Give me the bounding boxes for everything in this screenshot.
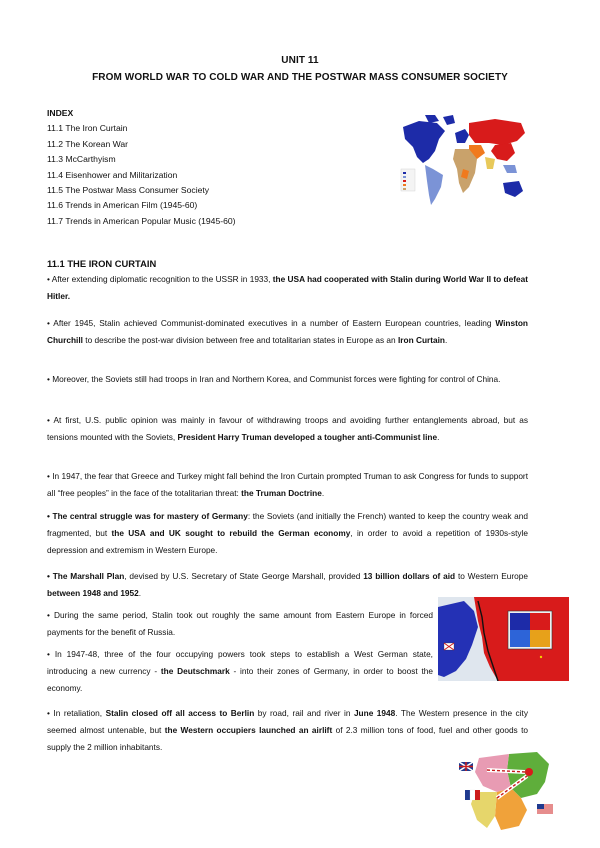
index-item: 11.6 Trends in American Film (1945-60) bbox=[47, 200, 198, 211]
paragraph: • After extending diplomatic recognition to the USSR in 1933, the USA had cooperated with Stalin during World War II to defeat Hitler. bbox=[47, 274, 528, 301]
index-item: 11.3 McCarthyism bbox=[47, 154, 116, 165]
paragraph: • After 1945, Stalin achieved Communist-dominated executives in a number of Eastern European countries, leading Winston Churchill to describe the post-war division between free and totalitarian states in Europe as an Iron Curtain. bbox=[47, 318, 528, 345]
france-flag bbox=[465, 790, 470, 800]
index-item: 11.1 The Iron Curtain bbox=[47, 123, 128, 134]
paragraph: • During the same period, Stalin took out roughly the same amount from Eastern Europe in forced payments for the benefit of Russia. bbox=[47, 610, 433, 637]
index-list bbox=[47, 106, 236, 229]
berlin-marker bbox=[525, 768, 533, 776]
paragraph: • The Marshall Plan, devised by U.S. Secretary of State George Marshall, provided 13 billion dollars of aid to Western Europe between 1948 and 1952. bbox=[47, 571, 528, 598]
index-heading: INDEX bbox=[47, 108, 74, 118]
berlin-airlift-map bbox=[457, 748, 565, 832]
index-item: 11.2 The Korean War bbox=[47, 138, 129, 149]
paragraph: • In 1947, the fear that Greece and Turkey might fall behind the Iron Curtain prompted Truman to ask Congress for funds to support all “free peoples” in the face of the totalitarian threat: the Truman Doctrine. bbox=[47, 471, 528, 498]
paragraph: • At first, U.S. public opinion was mainly in favour of withdrawing troops and avoiding further entanglements abroad, but as tensions mounted with the Soviets, President Harry Truman developed a tougher anti-Communist line. bbox=[47, 415, 528, 442]
unit-number: UNIT 11 bbox=[281, 55, 319, 66]
index-item: 11.7 Trends in American Popular Music (1945-60) bbox=[47, 215, 236, 226]
paragraph: • Moreover, the Soviets still had troops in Iran and Northern Korea, and Communist forces were fighting for control of China. bbox=[47, 374, 501, 384]
cold-war-world-map bbox=[399, 113, 528, 217]
iron-curtain-europe-map bbox=[438, 597, 569, 681]
ussr-region bbox=[469, 119, 525, 145]
paragraph: • In 1947-48, three of the four occupying powers took steps to establish a West German state, introducing a new currency - the Deutschmark - into their zones of Germany, in order to boost the economy. bbox=[47, 649, 433, 693]
paragraph: • In retaliation, Stalin closed off all access to Berlin by road, rail and river in June 1948. The Western presence in the city seemed almost untenable, but the Western occupiers launched an airlift of 2.3 million tons of food, fuel and other goods to supply the 2 million inhabitants. bbox=[47, 708, 528, 752]
index-item: 11.5 The Postwar Mass Consumer Society bbox=[47, 185, 210, 196]
unit-title: FROM WORLD WAR TO COLD WAR AND THE POSTWAR MASS CONSUMER SOCIETY bbox=[92, 72, 508, 83]
index-item: 11.4 Eisenhower and Militarization bbox=[47, 169, 178, 180]
section-heading: 11.1 THE IRON CURTAIN bbox=[47, 258, 157, 269]
paragraph: • The central struggle was for mastery of Germany: the Soviets (and initially the French) wanted to keep the country weak and fragmented, but the USA and UK sought to rebuild the German economy, in order to avoid a repetition of 1930s-style depression and extremism in Western Europe. bbox=[47, 511, 529, 555]
